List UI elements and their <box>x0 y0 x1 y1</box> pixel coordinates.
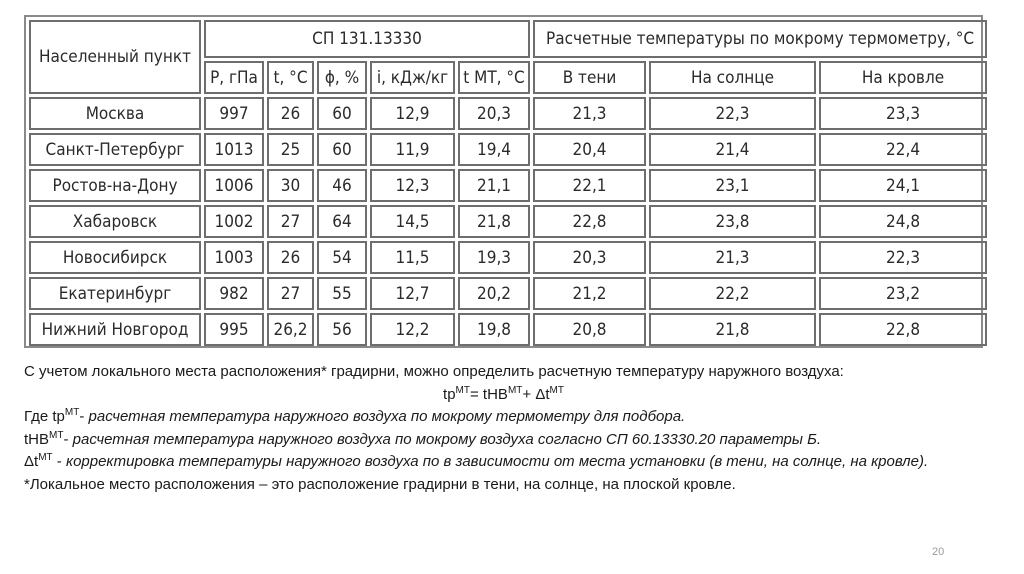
cell-city: Москва <box>29 97 201 130</box>
cell-city: Нижний Новгород <box>29 313 201 346</box>
table-row <box>29 313 987 346</box>
cell-i: 14,5 <box>370 205 455 238</box>
cell-i: 11,9 <box>370 133 455 166</box>
footnote: *Локальное место расположения – это расположение градирни в тени, на солнце, на плоской кровле. <box>24 475 736 493</box>
cell-city: Ростов-на-Дону <box>29 169 201 202</box>
cell-t: 27 <box>267 205 314 238</box>
table-row <box>29 97 987 130</box>
cell-phi: 60 <box>317 97 367 130</box>
cell-sun: 23,1 <box>649 169 816 202</box>
cell-roof: 24,1 <box>819 169 987 202</box>
cell-p: 1006 <box>204 169 264 202</box>
table-row <box>29 205 987 238</box>
cell-p: 1003 <box>204 241 264 274</box>
cell-sun: 21,4 <box>649 133 816 166</box>
cell-t: 26 <box>267 241 314 274</box>
header-city: Населенный пункт <box>29 20 201 94</box>
cell-phi: 55 <box>317 277 367 310</box>
formula-line: $tр^{МТ}= tНВ^{МТ}+ \Delta t^{МТ}$ <box>443 384 564 403</box>
cell-city: Санкт-Петербург <box>29 133 201 166</box>
cell-t: 26 <box>267 97 314 130</box>
cell-shade: 20,8 <box>533 313 646 346</box>
cell-roof: 22,8 <box>819 313 987 346</box>
header-roof: На кровле <box>819 61 987 94</box>
cell-sun: 22,2 <box>649 277 816 310</box>
cell-shade: 22,8 <box>533 205 646 238</box>
cell-tmt: 19,8 <box>458 313 530 346</box>
cell-city: Хабаровск <box>29 205 201 238</box>
definition-dt: $\Delta t^{МТ}$ - корректировка температуры наружного воздуха по в зависимости от места установки (в тени, на солнце, на кровле). <box>24 452 929 470</box>
explanation-text <box>24 361 983 496</box>
cell-phi: 60 <box>317 133 367 166</box>
cell-p: 995 <box>204 313 264 346</box>
cell-tmt: 19,3 <box>458 241 530 274</box>
cell-roof: 22,3 <box>819 241 987 274</box>
cell-roof: 24,8 <box>819 205 987 238</box>
page-number: 20 <box>932 546 945 558</box>
cell-shade: 20,3 <box>533 241 646 274</box>
cell-tmt: 21,8 <box>458 205 530 238</box>
header-humidity: ϕ, % <box>317 61 367 94</box>
header-temperature: t, °С <box>267 61 314 94</box>
cell-sun: 22,3 <box>649 97 816 130</box>
cell-roof: 22,4 <box>819 133 987 166</box>
climate-table <box>26 17 990 349</box>
header-group-wet: Расчетные температуры по мокрому термометру, °С <box>533 20 987 58</box>
cell-shade: 21,2 <box>533 277 646 310</box>
cell-phi: 64 <box>317 205 367 238</box>
table-row <box>29 241 987 274</box>
cell-t: 30 <box>267 169 314 202</box>
header-sun: На солнце <box>649 61 816 94</box>
cell-tmt: 20,2 <box>458 277 530 310</box>
cell-tmt: 21,1 <box>458 169 530 202</box>
climate-table-frame <box>24 15 983 348</box>
cell-phi: 56 <box>317 313 367 346</box>
cell-p: 1002 <box>204 205 264 238</box>
cell-roof: 23,3 <box>819 97 987 130</box>
table-row <box>29 133 987 166</box>
header-shade: В тени <box>533 61 646 94</box>
cell-phi: 54 <box>317 241 367 274</box>
cell-shade: 21,3 <box>533 97 646 130</box>
cell-shade: 22,1 <box>533 169 646 202</box>
cell-shade: 20,4 <box>533 133 646 166</box>
cell-i: 12,9 <box>370 97 455 130</box>
cell-sun: 23,8 <box>649 205 816 238</box>
header-wet-bulb: t МТ, °С <box>458 61 530 94</box>
cell-roof: 23,2 <box>819 277 987 310</box>
cell-city: Новосибирск <box>29 241 201 274</box>
definition-tnv: tНВ$^{МТ}$- расчетная температура наружного воздуха по мокрому воздуха согласно СП 60.13330.20 параметры Б. <box>24 429 822 448</box>
cell-i: 12,2 <box>370 313 455 346</box>
table-row <box>29 277 987 310</box>
cell-i: 11,5 <box>370 241 455 274</box>
cell-phi: 46 <box>317 169 367 202</box>
cell-p: 1013 <box>204 133 264 166</box>
cell-tmt: 20,3 <box>458 97 530 130</box>
cell-city: Екатеринбург <box>29 277 201 310</box>
header-group-sp: СП 131.13330 <box>204 20 530 58</box>
header-pressure: P, гПа <box>204 61 264 94</box>
cell-p: 997 <box>204 97 264 130</box>
cell-t: 25 <box>267 133 314 166</box>
definition-tr: Где $tр^{МТ}-$ расчетная температура наружного воздуха по мокрому термометру для подбора. <box>24 407 686 425</box>
header-enthalpy: i, кДж/кг <box>370 61 455 94</box>
cell-tmt: 19,4 <box>458 133 530 166</box>
cell-sun: 21,3 <box>649 241 816 274</box>
intro-paragraph: С учетом локального места расположения* градирни, можно определить расчетную температуру наружного воздуха: <box>24 363 844 380</box>
cell-sun: 21,8 <box>649 313 816 346</box>
table-row <box>29 169 987 202</box>
cell-t: 26,2 <box>267 313 314 346</box>
cell-p: 982 <box>204 277 264 310</box>
cell-t: 27 <box>267 277 314 310</box>
cell-i: 12,7 <box>370 277 455 310</box>
cell-i: 12,3 <box>370 169 455 202</box>
